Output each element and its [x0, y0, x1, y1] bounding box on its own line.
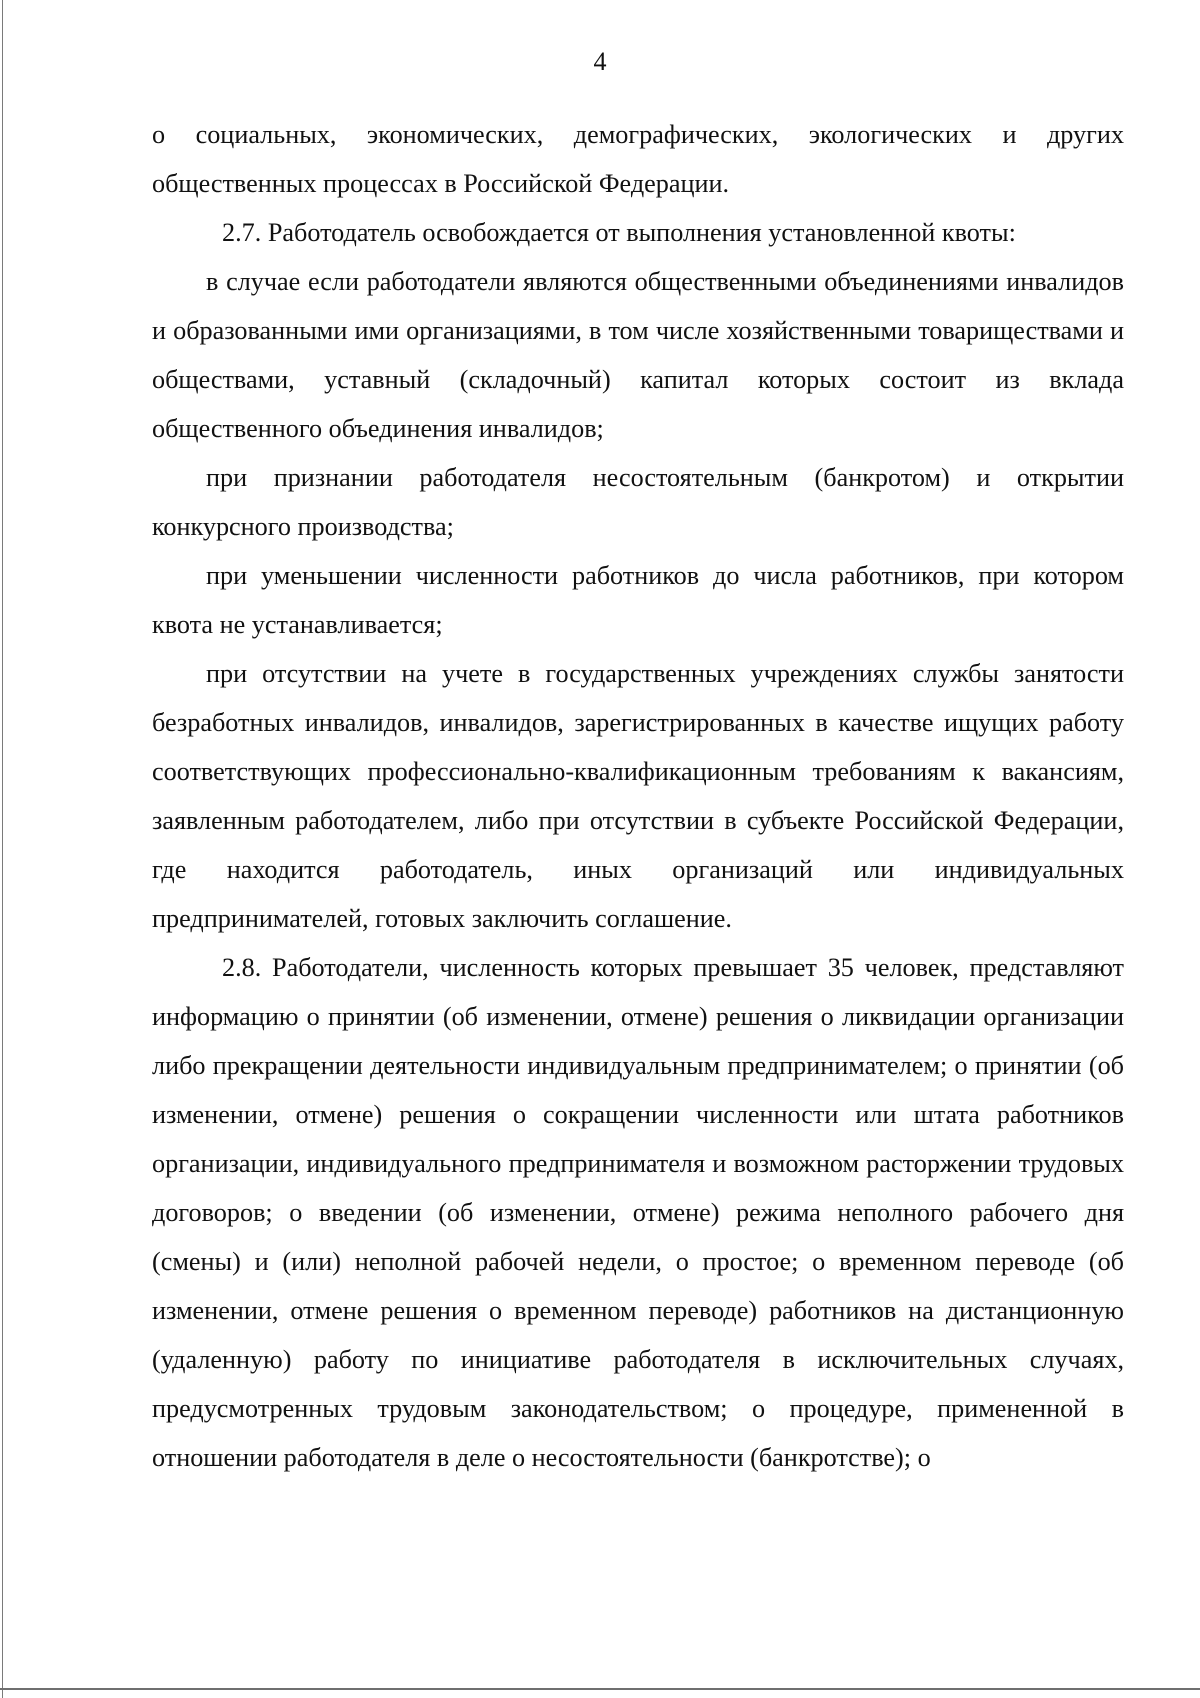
paragraph-exemption-headcount: при уменьшении численности работников до числа работников, при котором квота не устанавливается;: [152, 561, 1124, 639]
paragraph-clause-2-7: 2.7. Работодатель освобождается от выполнения установленной квоты:: [222, 218, 1016, 247]
paragraph-continuation: о социальных, экономических, демографических, экологических и других общественных процессах в Российской Федерации.: [152, 120, 1124, 198]
page-number: 4: [593, 47, 607, 76]
page-edge-bottom: [0, 1688, 1200, 1690]
page-edge-left: [2, 0, 3, 1698]
paragraph-clause-2-8: 2.8. Работодатели, численность которых превышает 35 человек, представляют информацию о принятии (об изменении, отмене) решения о ликвидации организации либо прекращении деятельности индивидуальным предпринимателем; о принятии (об изменении, отмене) решения о сокращении численности или штата работников организации, индивидуального предпринимателя и возможном расторжении трудовых договоров; о введении (об изменении, отмене) режима неполного рабочего дня (смены) и (или) неполной рабочей недели, о простое; о временном переводе (об изменении, отмене решения о временном переводе) работников на дистанционную (удаленную) работу по инициативе работодателя в исключительных случаях, предусмотренных трудовым законодательством; о процедуре, примененной в отношении работодателя в деле о несостоятельности (банкротстве); о: [152, 953, 1124, 1472]
paragraph-exemption-public-associations: в случае если работодатели являются общественными объединениями инвалидов и образованными ими организациями, в том числе хозяйственными товариществами и обществами, уставный (складочный) капитал которых состоит из вклада общественного объединения инвалидов;: [152, 267, 1124, 443]
document-body: [152, 110, 1124, 1482]
paragraph-exemption-no-candidates: при отсутствии на учете в государственных учреждениях службы занятости безработных инвалидов, инвалидов, зарегистрированных в качестве ищущих работу соответствующих профессионально-квалификационным требованиям к вакансиям, заявленным работодателем, либо при отсутствии в субъекте Российской Федерации, где находится работодатель, иных организаций или индивидуальных предпринимателей, готовых заключить соглашение.: [152, 659, 1124, 933]
paragraph-exemption-bankruptcy: при признании работодателя несостоятельным (банкротом) и открытии конкурсного производства;: [152, 463, 1124, 541]
